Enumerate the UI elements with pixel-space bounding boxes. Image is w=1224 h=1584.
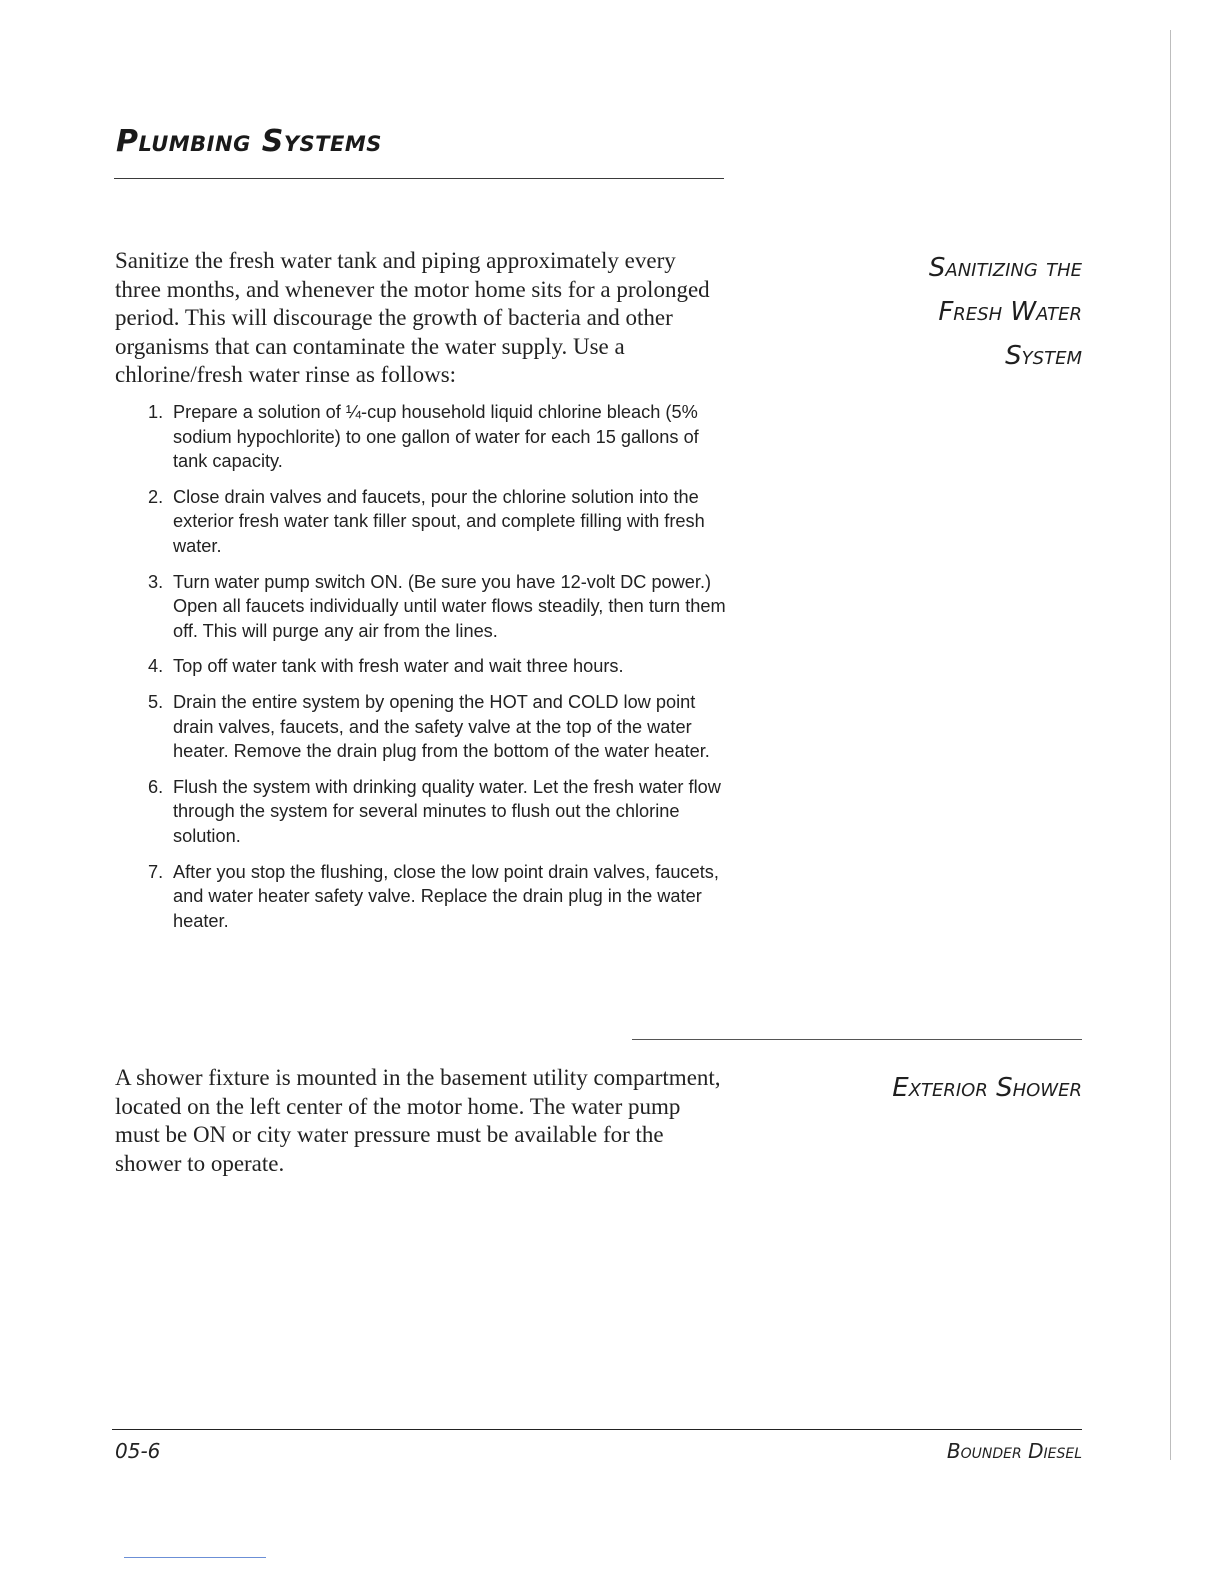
footer-page-number: 05-6 [115,1439,161,1463]
list-item [148,570,728,644]
page-header-title: Plumbing Systems [116,124,382,159]
scan-blue-line [124,1557,266,1558]
footer-rule [112,1429,1082,1430]
section-heading-exterior-shower: Exterior Shower [892,1073,1082,1103]
footer-product-name: Bounder Diesel [946,1439,1082,1463]
step-text: Top off water tank with fresh water and wait three hours. [173,656,624,677]
list-item [148,485,728,559]
sanitizing-steps-list [148,400,728,944]
list-item [148,654,728,679]
heading-line: System [1005,341,1082,371]
step-number: 6. [148,776,164,797]
step-number: 5. [148,691,164,712]
heading-line: Fresh Water [938,297,1082,327]
step-number: 1. [148,402,164,422]
step-number: 3. [148,571,164,592]
section-divider [632,1039,1082,1040]
header-rule [114,178,724,179]
list-item [148,690,728,764]
list-item [148,400,728,474]
step-text: Flush the system with drinking quality water. Let the fresh water flow through the system for several minutes to flush out the chlorine solution. [173,776,721,846]
step-number: 2. [148,486,164,507]
step-text: Drain the entire system by opening the HOT and COLD low point drain valves, faucets, and the safety valve at the top of the water heater. Remove the drain plug from the bottom of the water heater. [173,691,710,762]
heading-line: Sanitizing the [928,253,1082,283]
list-item [148,775,728,849]
exterior-shower-paragraph: A shower fixture is mounted in the basement utility compartment, located on the left center of the motor home. The water pump must be ON or city water pressure must be available for the shower to operate. [115,1065,721,1176]
step-text: Close drain valves and faucets, pour the chlorine solution into the exterior fresh water tank filler spout, and complete filling with fresh water. [173,486,705,556]
list-item [148,860,728,934]
scan-margin-line [1170,30,1171,1460]
step-text: After you stop the flushing, close the low point drain valves, faucets, and water heater safety valve. Replace the drain plug in the water heater. [173,861,719,931]
step-text: Turn water pump switch ON. (Be sure you have 12-volt DC power.) Open all faucets individually until water flows steadily, then turn them off. This will purge any air from the lines. [173,571,726,641]
section-heading-sanitizing [929,246,1082,378]
sanitizing-intro-paragraph: Sanitize the fresh water tank and piping approximately every three months, and whenever the motor home sits for a prolonged period. This will discourage the growth of bacteria and other organisms that can contaminate the water supply. Use a chlorine/fresh water rinse as follows: [115,248,710,387]
step-text: Prepare a solution of ¼-cup household liquid chlorine bleach (5% sodium hypochlorite) to one gallon of water for each 15 gallons of tank capacity. [173,402,699,472]
step-number: 7. [148,861,164,882]
step-number: 4. [148,656,164,677]
